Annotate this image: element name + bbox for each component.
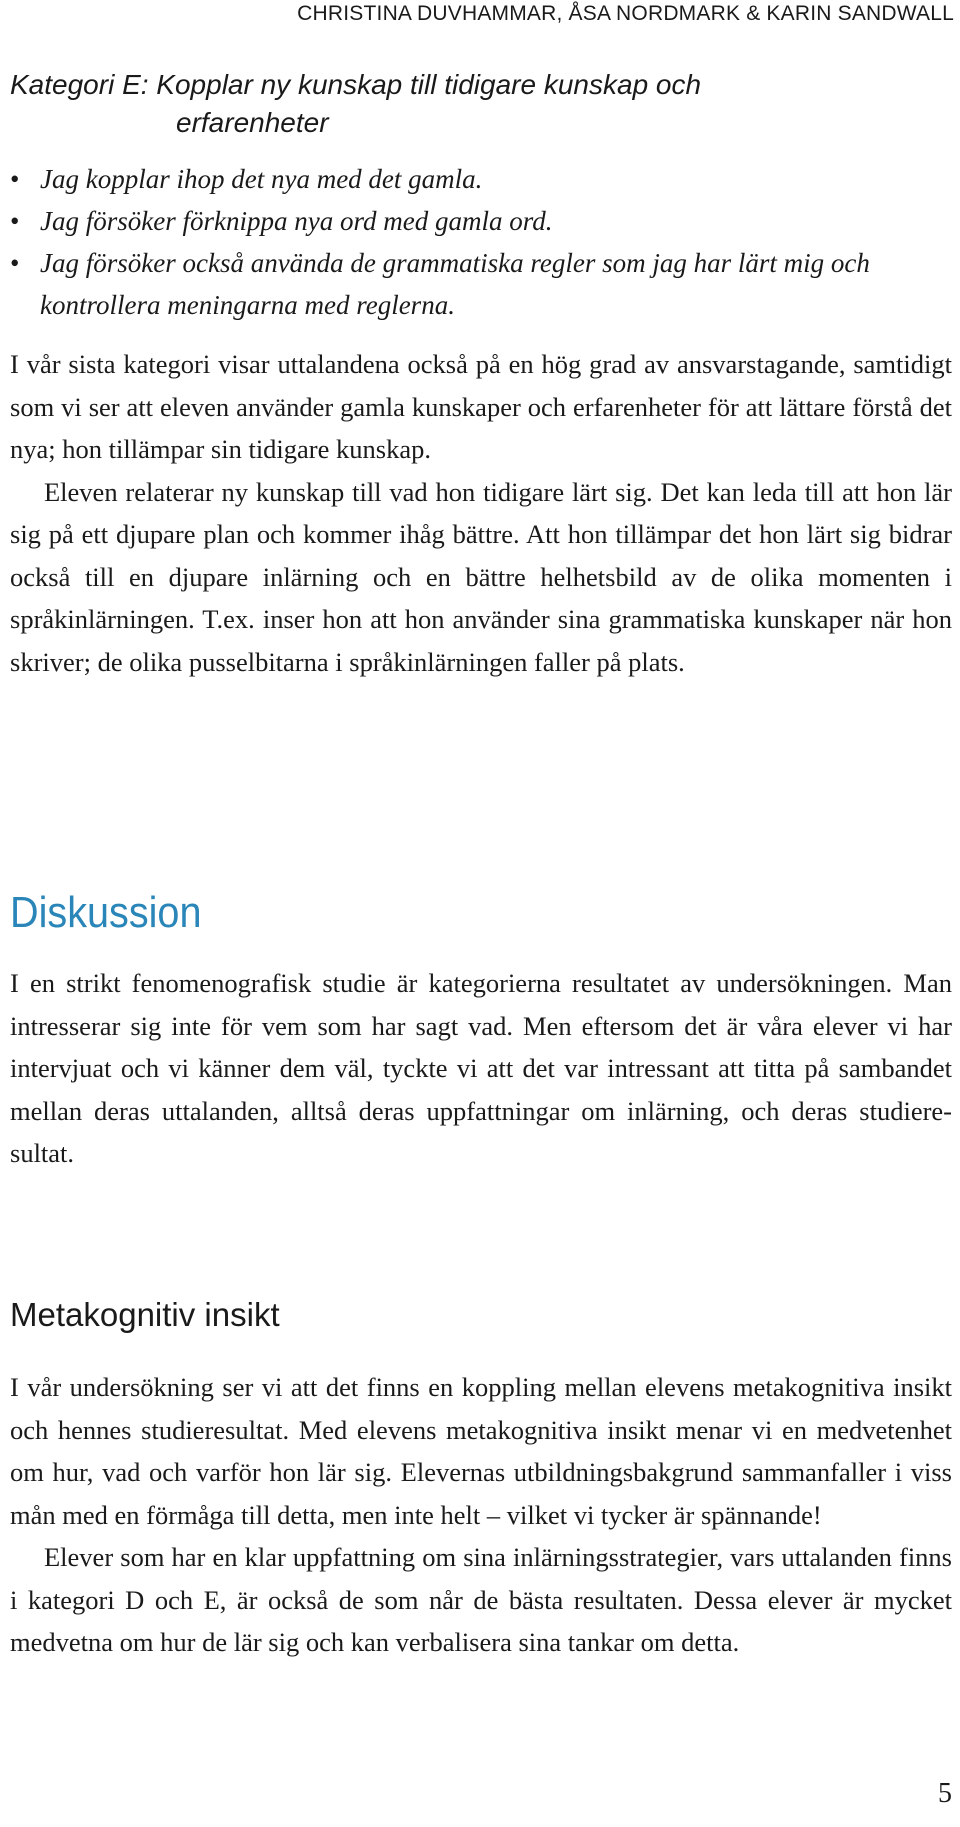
list-item <box>10 200 952 242</box>
paragraph: I vår sista kategori visar uttalandena också på en hög grad av ansvarstagande, samtidigt som vi ser att eleven använder gamla kunskaper och erfarenheter för att lättare förstå det nya; hon tillämpar sin tidigare kunskap. <box>10 349 952 464</box>
paragraph: I vår undersökning ser vi att det finns en koppling mellan elevens metakognitiva insikt och hennes studieresultat. Med elevens metakognitiva insikt menar vi en medvetenhet om hur, vad och varför hon lär sig. Elevernas utbildningsbakgrund sammanfaller i viss mån med en förmåga till detta, men inte helt – vilket vi tycker är spännande! <box>10 1372 952 1530</box>
section-heading-discussion: Diskussion <box>10 888 202 937</box>
bullet-text: Jag försöker också använda de grammatiska regler som jag har lärt mig och kontrollera meningarna med reglerna. <box>40 248 870 320</box>
list-item <box>10 158 952 200</box>
paragraph: I en strikt fenomenografisk studie är kategorierna resultatet av undersökningen. Man intresserar sig inte för vem som har sagt vad. Men eftersom det är våra elever vi har intervjuat och vi känner dem väl, tyckte vi att det var intressant att titta på sambandet mellan deras uttalanden, alltså deras uppfattningar om inlärning, och deras studieresultat. <box>10 968 952 1168</box>
bullet-list <box>10 158 952 326</box>
category-body <box>10 343 952 683</box>
category-heading-line-1: Kategori E: Kopplar ny kunskap till tidigare kunskap och <box>10 69 702 100</box>
bullet-icon: • <box>10 206 20 236</box>
list-item <box>10 242 952 326</box>
bullet-text: Jag försöker förknippa nya ord med gamla ord. <box>40 206 553 236</box>
bullet-text: Jag kopplar ihop det nya med det gamla. <box>40 164 483 194</box>
category-heading-line-2: erfarenheter <box>176 107 329 138</box>
category-heading <box>10 66 952 142</box>
paragraph: Elever som har en klar uppfattning om sina inlärningsstrategier, vars uttalanden finns i kategori D och E, är också de som når de bästa resultaten. Dessa elever är mycket medvetna om hur de lär sig och kan verbalisera sina tankar om detta. <box>10 1542 952 1657</box>
paragraph: Eleven relaterar ny kunskap till vad hon tidigare lärt sig. Det kan leda till att hon lär sig på ett djupare plan och kommer ihåg bättre. Att hon tillämpar det hon lärt sig bidrar också till en djupare inlärning och en bättre helhetsbild av de olika momenten i språkinlärningen. T.ex. inser hon att hon använder sina grammatiska kunskaper när hon skriver; de olika pusselbitarna i språkinlärningen faller på plats. <box>10 476 952 677</box>
discussion-body <box>10 962 952 1175</box>
running-head: CHRISTINA DUVHAMMAR, ÅSA NORDMARK & KARIN SANDWALL <box>297 2 954 25</box>
subsection-heading-metacognition: Metakognitiv insikt <box>10 1296 280 1333</box>
bullet-icon: • <box>10 248 20 278</box>
page-number: 5 <box>938 1778 952 1809</box>
metacognition-body <box>10 1366 952 1664</box>
bullet-icon: • <box>10 164 20 194</box>
